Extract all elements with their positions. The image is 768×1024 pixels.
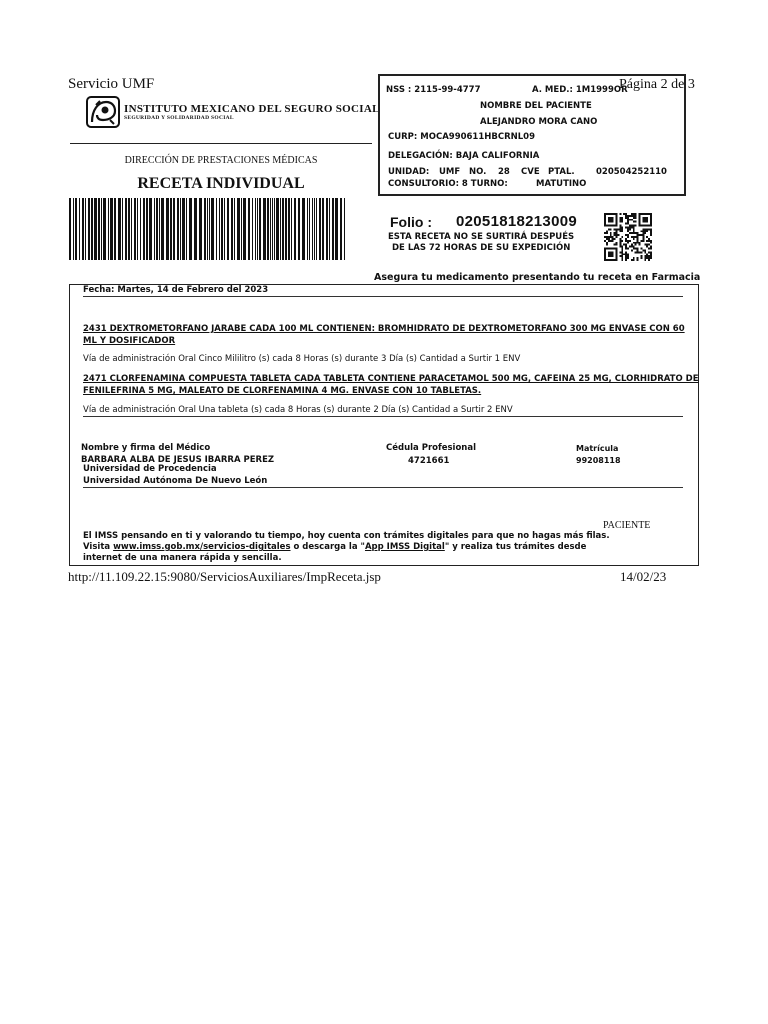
barcode-icon (69, 198, 345, 260)
medication-2-instructions: Vía de administración Oral Una tableta (s) cada 8 Horas (s) durante 2 Día (s) Cantidad a Surtir 2 ENV (83, 405, 513, 415)
page-title: RECETA INDIVIDUAL (137, 175, 305, 192)
patient-name-label: NOMBRE DEL PACIENTE (480, 101, 592, 111)
digital-notice-line3: internet de una manera rápida y sencilla. (83, 553, 282, 563)
digital-notice-line2 (83, 542, 586, 552)
fecha-divider (83, 296, 683, 297)
cedula-label: Cédula Profesional (386, 443, 476, 453)
turno-value: MATUTINO (536, 179, 587, 189)
patient-name: ALEJANDRO MORA CANO (480, 117, 598, 127)
unidad-label: UNIDAD: (388, 167, 430, 177)
a-med-field: A. MED.: 1M1999OR (532, 85, 628, 95)
service-label: Servicio UMF (68, 76, 155, 92)
medication-1-instructions: Vía de administración Oral Cinco Mililitro (s) cada 8 Horas (s) durante 3 Día (s) Cantidad a Surtir 1 ENV (83, 354, 521, 364)
medication-1-line2: ML Y DOSIFICADOR (83, 336, 176, 346)
doctor-divider (83, 487, 683, 488)
folio-label: Folio : (390, 214, 432, 230)
medication-2-line2: FENILEFRINA 5 MG, MALEATO DE CLORFENAMINA 4 MG. ENVASE CON 10 TABLETAS. (83, 386, 482, 396)
qr-code-icon (604, 213, 652, 261)
folio-number: 02051818213009 (456, 213, 577, 230)
folio-note-line2: DE LAS 72 HORAS DE SU EXPEDICIÓN (392, 243, 571, 253)
direccion-label: DIRECCIÓN DE PRESTACIONES MÉDICAS (124, 155, 318, 166)
footer-date: 14/02/23 (620, 569, 667, 584)
institution-name: INSTITUTO MEXICANO DEL SEGURO SOCIAL (124, 103, 380, 115)
university-label: Universidad de Procedencia (83, 464, 217, 474)
consultorio-field: CONSULTORIO: 8 TURNO: (388, 179, 508, 189)
cedula-value: 4721661 (408, 456, 450, 466)
imss-logo-icon (86, 96, 120, 128)
delegacion-field: DELEGACIÓN: BAJA CALIFORNIA (388, 151, 540, 161)
app-imss-digital-link[interactable]: App IMSS Digital (364, 542, 445, 552)
paciente-label: PACIENTE (603, 520, 651, 531)
unidad-type: UMF (439, 167, 461, 177)
folio-note-line1: ESTA RECETA NO SE SURTIRÁ DESPUÉS (388, 232, 575, 242)
doctor-name: BARBARA ALBA DE JESUS IBARRA PEREZ (81, 455, 275, 465)
university-name: Universidad Autónoma De Nuevo León (83, 476, 268, 486)
asegura-notice: Asegura tu medicamento presentando tu receta en Farmacia (374, 272, 701, 283)
footer-url: http://11.109.22.15:9080/ServiciosAuxiliares/ImpReceta.jsp (68, 569, 381, 584)
cve-ptal-value: 020504252110 (596, 167, 667, 177)
medication-2-line1: 2471 CLORFENAMINA COMPUESTA TABLETA CADA TABLETA CONTIENE PARACETAMOL 500 MG, CAFEINA 25 MG, CLORHIDRATO DE (83, 374, 699, 384)
nss-field: NSS : 2115-99-4777 (386, 85, 481, 95)
matricula-label: Matrícula (576, 444, 619, 453)
ptal-label: PTAL. (548, 167, 575, 177)
medication-1-line1: 2431 DEXTROMETORFANO JARABE CADA 100 ML CONTIENEN: BROMHIDRATO DE DEXTROMETORFANO 300 MG ENVASE CON 60 (83, 324, 685, 334)
page-indicator: Página 2 de 3 (619, 77, 695, 92)
imss-services-link[interactable]: www.imss.gob.mx/servicios-digitales (113, 542, 291, 552)
digital-end-text: " y realiza tus trámites desde (444, 542, 587, 552)
header-divider (70, 143, 372, 144)
institution-subtitle: SEGURIDAD Y SOLIDARIDAD SOCIAL (124, 115, 234, 121)
digital-visita-text: Visita (83, 542, 114, 552)
matricula-value: 99208118 (576, 456, 621, 465)
curp-field: CURP: MOCA990611HBCRNL09 (388, 132, 535, 142)
doctor-name-label: Nombre y firma del Médico (81, 443, 211, 453)
digital-notice-line1: El IMSS pensando en ti y valorando tu tiempo, hoy cuenta con trámites digitales para que no hagas más filas. (83, 531, 610, 541)
unidad-no-label: NO. (469, 167, 487, 177)
fecha-text: Fecha: Martes, 14 de Febrero del 2023 (83, 285, 269, 295)
unidad-number: 28 (498, 167, 510, 177)
cve-label: CVE (521, 167, 540, 177)
medications-divider (83, 416, 683, 417)
digital-mid-text: o descarga la " (290, 542, 365, 552)
